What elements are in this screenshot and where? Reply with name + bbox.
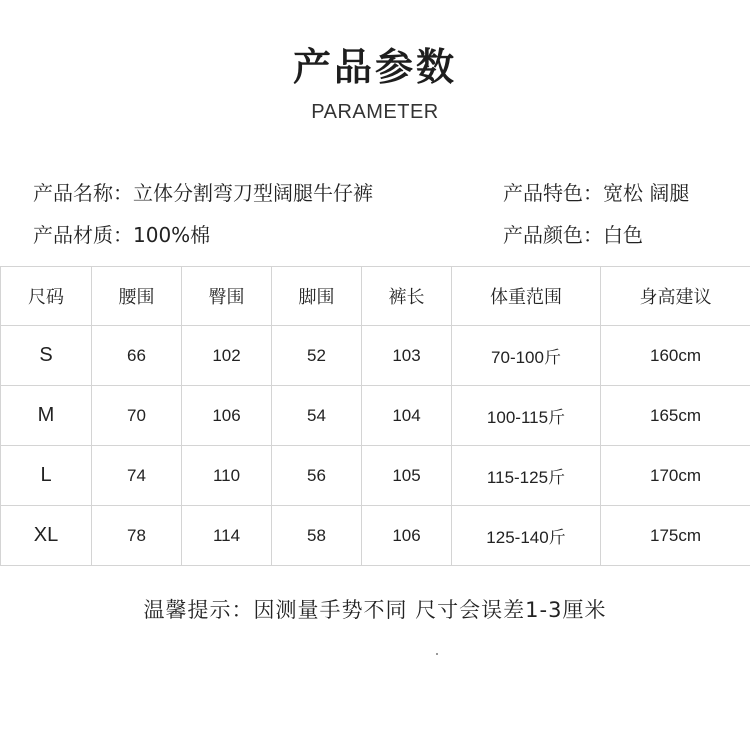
header-waist: 腰围 xyxy=(92,267,182,326)
weight-range-cell: 70-100斤 xyxy=(452,326,601,386)
measurement-tip: 温馨提示：因测量手势不同 尺寸会误差1-3厘米 xyxy=(143,598,607,622)
product-color-label: 产品颜色： xyxy=(503,223,603,247)
size-cell: L xyxy=(1,446,92,506)
size-cell: XL xyxy=(1,506,92,566)
product-name-label: 产品名称： xyxy=(33,181,133,205)
page-title: 产品参数 xyxy=(292,45,457,89)
stray-dot xyxy=(436,653,438,655)
leg-opening-cell: 58 xyxy=(272,506,362,566)
table-row xyxy=(1,506,750,566)
length-cell: 105 xyxy=(362,446,452,506)
size-cell: M xyxy=(1,386,92,446)
header-height-suggestion: 身高建议 xyxy=(601,267,750,326)
product-color-line xyxy=(503,219,643,248)
header-weight-range: 体重范围 xyxy=(452,267,601,326)
product-feature-label: 产品特色： xyxy=(503,181,603,205)
waist-cell: 70 xyxy=(92,386,182,446)
waist-cell: 74 xyxy=(92,446,182,506)
size-table xyxy=(0,266,750,566)
hip-cell: 102 xyxy=(182,326,272,386)
table-header-row xyxy=(1,267,750,326)
table-row xyxy=(1,386,750,446)
height-suggestion-cell: 165cm xyxy=(601,386,750,446)
weight-range-cell: 115-125斤 xyxy=(452,446,601,506)
hip-cell: 110 xyxy=(182,446,272,506)
length-cell: 104 xyxy=(362,386,452,446)
waist-cell: 78 xyxy=(92,506,182,566)
height-suggestion-cell: 170cm xyxy=(601,446,750,506)
product-name-value: 立体分割弯刀型阔腿牛仔裤 xyxy=(133,181,373,205)
header-length: 裤长 xyxy=(362,267,452,326)
table-row xyxy=(1,446,750,506)
product-material-label: 产品材质： xyxy=(33,223,133,247)
leg-opening-cell: 54 xyxy=(272,386,362,446)
product-material-value: 100%棉 xyxy=(133,223,211,247)
hip-cell: 106 xyxy=(182,386,272,446)
header-size: 尺码 xyxy=(1,267,92,326)
weight-range-cell: 100-115斤 xyxy=(452,386,601,446)
table-row xyxy=(1,326,750,386)
leg-opening-cell: 52 xyxy=(272,326,362,386)
size-cell: S xyxy=(1,326,92,386)
height-suggestion-cell: 160cm xyxy=(601,326,750,386)
product-color-value: 白色 xyxy=(603,223,643,247)
waist-cell: 66 xyxy=(92,326,182,386)
header-hip: 臀围 xyxy=(182,267,272,326)
product-feature-value: 宽松 阔腿 xyxy=(603,181,690,205)
height-suggestion-cell: 175cm xyxy=(601,506,750,566)
product-name-line xyxy=(33,177,373,206)
weight-range-cell: 125-140斤 xyxy=(452,506,601,566)
header-leg-opening: 脚围 xyxy=(272,267,362,326)
length-cell: 103 xyxy=(362,326,452,386)
page-subtitle: PARAMETER xyxy=(311,101,439,123)
leg-opening-cell: 56 xyxy=(272,446,362,506)
product-feature-line xyxy=(503,177,689,206)
product-material-line xyxy=(33,219,210,248)
length-cell: 106 xyxy=(362,506,452,566)
hip-cell: 114 xyxy=(182,506,272,566)
